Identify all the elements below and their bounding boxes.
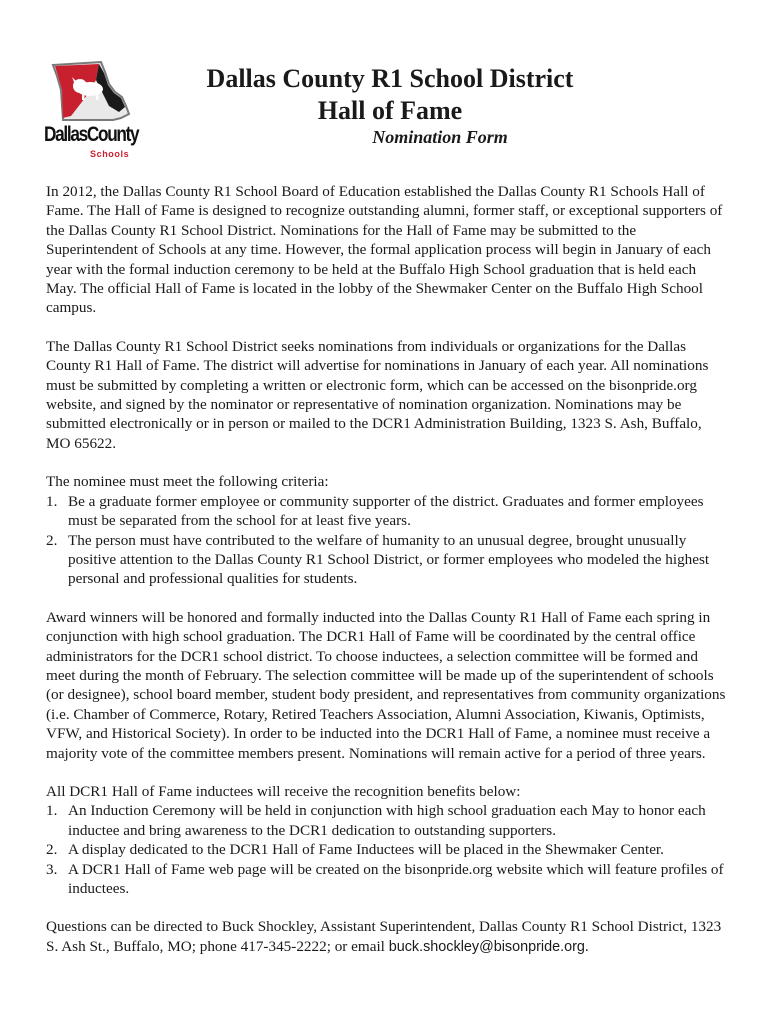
intro-paragraph: In 2012, the Dallas County R1 School Board of Education established the Dallas County R1 Schools Hall of Fame. The Hall of Fame is designed to recognize outstanding alumni, former staff, or exceptional supporters of the Dallas County R1 School District. Nominations for the Hall of Fame may be submitted to the Superintendent of Schools at any time. However, the formal application process will begin in January of each year with the formal induction ceremony to be held at the Buffalo High School graduation that is held each May. The official Hall of Fame is located in the lobby of the Shewmaker Center on the Buffalo High School campus.: [46, 183, 723, 317]
list-number: 2.: [46, 841, 58, 859]
logo-wordmark: DallasCounty: [44, 123, 139, 146]
list-item-text: Be a graduate former employee or community supporter of the district. Graduates and former employees must be separated from the school for at least five years.: [68, 492, 704, 530]
nominations-paragraph: The Dallas County R1 School District seeks nominations from individuals or organizations for the Dallas County R1 Hall of Fame. The district will advertise for nominations in January of each year. All nominations must be submitted by completing a written or electronic form, which can be accessed on the bisonpride.org website, and signed by the nominator or representative of nomination organization. Nominations may be submitted electronically or in person or mailed to the DCR1 Administration Building, 1323 S. Ash, Buffalo, MO 65622.: [46, 337, 709, 452]
benefits-list: [46, 801, 726, 898]
award-paragraph: Award winners will be honored and formally inducted into the Dallas County R1 Hall of Fame each spring in conjunction with high school graduation. The DCR1 Hall of Fame will be coordinated by the central office administrators for the DCR1 school district. To choose inductees, a selection committee will be formed and meet during the month of February. The selection committee will be made up of the superintendent of schools (or designee), school board member, student body president, and representatives from community organizations (i.e. Chamber of Commerce, Rotary, Retired Teachers Association, Alumni Association, Kiwanis, Optimists, VFW, and Historical Society). In order to be inducted into the DCR1 Hall of Fame, a nominee must receive a majority vote of the committee members present. Nominations will remain active for a period of three years.: [46, 608, 726, 762]
list-number: 1.: [46, 802, 58, 820]
logo-subtitle: Schools: [90, 149, 130, 159]
criteria-intro: The nominee must meet the following criteria:: [46, 473, 329, 491]
list-item-text: An Induction Ceremony will be held in conjunction with high school graduation each May to honor each inductee and bring awareness to the DCR1 dedication to outstanding supporters.: [68, 802, 706, 839]
document-body: [46, 182, 726, 976]
document-title-line1: Dallas County R1 School District: [206, 64, 574, 93]
list-item-text: A DCR1 Hall of Fame web page will be created on the bisonpride.org website which will feature profiles of inductees.: [68, 860, 724, 897]
list-item: [46, 531, 726, 589]
list-number: 1.: [46, 492, 58, 510]
contact-email-link[interactable]: buck.shockley@bisonpride.org: [388, 938, 585, 955]
document-subtitle: Nomination Form: [372, 127, 508, 147]
list-item: [46, 801, 726, 840]
criteria-list: [46, 492, 726, 589]
list-item-text: A display dedicated to the DCR1 Hall of Fame Inductees will be placed in the Shewmaker Center.: [68, 841, 664, 859]
contact-paragraph: [46, 917, 726, 957]
list-item: [46, 840, 726, 859]
list-item: [46, 492, 726, 531]
benefits-intro: All DCR1 Hall of Fame inductees will receive the recognition benefits below:: [46, 782, 521, 800]
contact-text: Questions can be directed to Buck Shockley, Assistant Superintendent, Dallas County R1 School District, 1323 S. Ash St., Buffalo, MO; phone 417-345-2222; or email: [46, 918, 722, 955]
contact-end: .: [584, 937, 589, 955]
district-logo: [44, 60, 140, 162]
list-number: 3.: [46, 860, 58, 878]
list-number: 2.: [46, 531, 58, 549]
list-item: [46, 860, 726, 899]
document-title-line2: Hall of Fame: [317, 96, 463, 125]
missouri-bison-logo-icon: [49, 60, 135, 122]
list-item-text: The person must have contributed to the welfare of humanity to an unusual degree, brought unusually positive attention to the Dallas County R1 School District, or former employees who modeled the highest personal and professional qualities for students.: [68, 531, 710, 588]
